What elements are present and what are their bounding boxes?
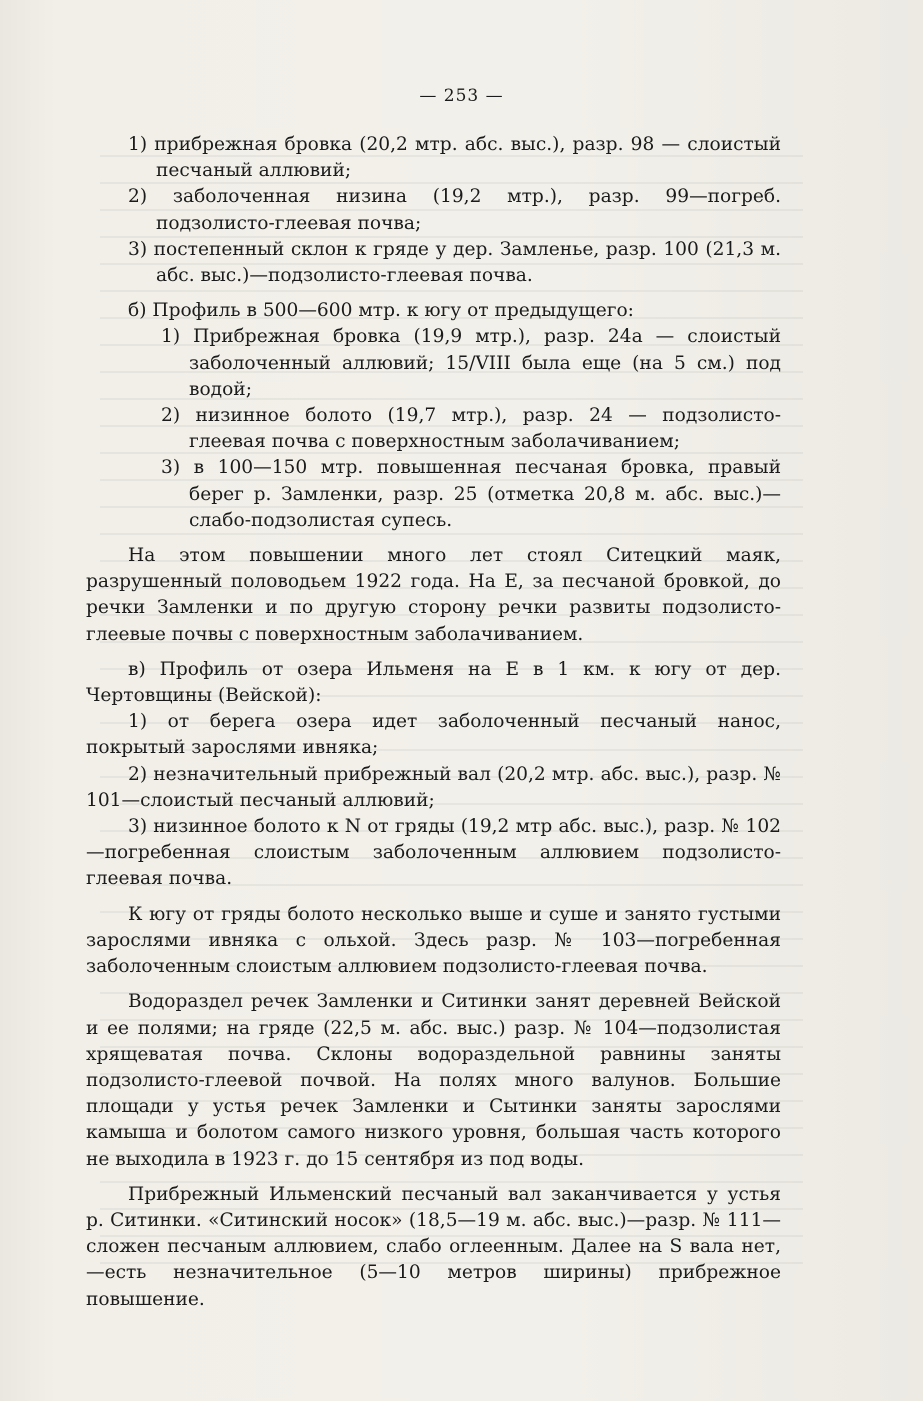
profile-b-item-2: 2) низинное болото (19,7 мтр.), разр. 24 — подзолисто-глеевая почва с поверхностным заболачиванием; xyxy=(161,405,781,453)
profile-a-item-3: 3) постепенный склон к гряде у дер. Замленье, разр. 100 (21,3 м. абс. выс.)—подзолисто-глеевая почва. xyxy=(128,238,781,287)
paragraph-south-of-ridge: К югу от гряды болото несколько выше и суше и занято густыми зарослями ивняка с ольхой. Здесь разр. № 103—погребенная заболоченным слоистым аллювием подзолисто-глеевая почва. xyxy=(86,903,781,978)
paragraph-sitinsky-nosok: Прибрежный Ильменский песчаный вал заканчивается у устья р. Ситинки. «Ситинский носок» (18,5—19 м. абс. выс.)—разр. № 111—сложен песчаным аллювием, слабо оглеенным. Далее на S вала нет,—есть незначительное (5—10 метров ширины) прибрежное повышение. xyxy=(86,1183,781,1310)
profile-a-item-2: 2) заболоченная низина (19,2 мтр.), разр. 99—погреб. подзолисто-глеевая почва; xyxy=(128,186,781,234)
body-text xyxy=(86,132,781,1313)
paragraph-watershed: Водораздел речек Замленки и Ситинки занят деревней Вейской и ее полями; на гряде (22,5 м. абс. выс.) разр. № 104—подзолистая хрящеватая почва. Склоны водораздельной равнины заняты подзолисто-глеевой почвой. На полях много валунов. Большие площади у устья речек Замленки и Сытинки заняты зарослями камыша и болотом самого низкого уровня, большая часть которого не выходила в 1923 г. до 15 сентября из под воды. xyxy=(86,991,781,1170)
profile-a-item-1: 1) прибрежная бровка (20,2 мтр. абс. выс.), разр. 98 — слоистый песчаный аллювий; xyxy=(128,134,781,182)
profile-v-item-1: 1) от берега озера идет заболоченный песчаный нанос, покрытый зарослями ивняка; xyxy=(86,711,781,759)
page-number: — 253 — xyxy=(419,86,504,106)
profile-b-item-1: 1) Прибрежная бровка (19,9 мтр.), разр. 24а — слоистый заболоченный аллювий; 15/VIII была еще (на 5 см.) под водой; xyxy=(161,326,781,400)
paragraph-lighthouse: На этом повышении много лет стоял Ситецкий маяк, разрушенный половодьем 1922 года. На Е, за песчаной бровкой, до речки Замленки и по другую сторону речки развиты подзолисто-глеевые почвы с поверхностным заболачиванием. xyxy=(86,545,781,645)
profile-v-item-3: 3) низинное болото к N от гряды (19,2 мтр абс. выс.), разр. № 102—погребенная слоистым заболоченным аллювием подзолисто-глеевая почва. xyxy=(86,816,781,890)
profile-v-heading: в) Профиль от озера Ильменя на Е в 1 км. к югу от дер. Чертовщины (Вейской): xyxy=(86,658,781,707)
profile-b-item-3: 3) в 100—150 мтр. повышенная песчаная бровка, правый берег р. Замленки, разр. 25 (отметка 20,8 м. абс. выс.)—слабо-подзолистая супесь. xyxy=(161,457,781,531)
profile-v-item-2: 2) незначительный прибрежный вал (20,2 мтр. абс. выс.), разр. № 101—слоистый песчаный аллювий; xyxy=(86,763,781,811)
profile-b-heading: б) Профиль в 500—600 мтр. к югу от предыдущего: xyxy=(128,300,634,322)
